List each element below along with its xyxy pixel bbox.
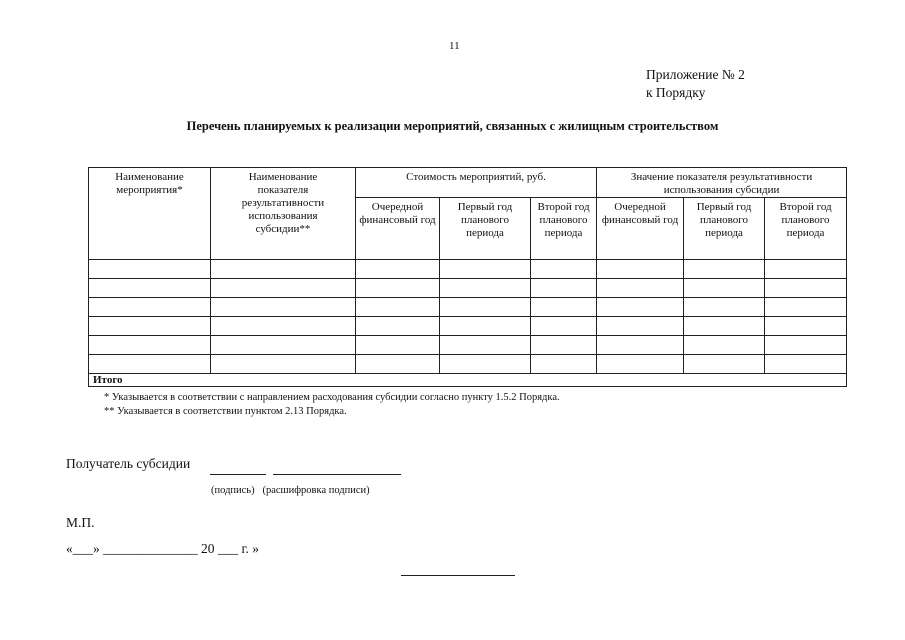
appendix-reference [646,66,745,102]
appendix-line-2: к Порядку [646,85,706,100]
header-cost-year2: Первый год планового периода [440,198,531,260]
stamp-label: М.П. [66,515,95,530]
footnote-1: * Указывается в соответствии с направлением расходования субсидии согласно пункту 1.5.2 Порядка. [104,392,560,403]
appendix-line-1: Приложение № 2 [646,67,745,82]
footnote-2: ** Указывается в соответствии пунктом 2.13 Порядка. [104,406,347,417]
page-number: 11 [449,40,460,52]
signature-captions [211,485,370,496]
table-row [89,336,847,355]
signature-decoding-line [273,474,401,475]
header-value-year1: Очередной финансовый год [597,198,684,260]
header-value-year3: Второй год планового периода [765,198,847,260]
table-row [89,279,847,298]
table-row [89,317,847,336]
footnotes [104,391,560,419]
date-line: «___» ______________ 20 ___ г. » [66,541,260,556]
total-label: Итого [89,374,847,387]
table-row [89,260,847,279]
bottom-line [401,575,515,576]
signature-caption: (подпись) [211,485,255,496]
header-cost-group: Стоимость мероприятий, руб. [356,168,597,198]
signature-line [210,474,266,475]
header-indicator-value-group: Значение показателя результативности использования субсидии [597,168,847,198]
header-cost-year3: Второй год планового периода [531,198,597,260]
header-event-name: Наименование мероприятия* [89,168,211,260]
document-title: Перечень планируемых к реализации мероприятий, связанных с жилищным строительством [186,119,719,133]
header-cost-year1: Очередной финансовый год [356,198,440,260]
events-table [88,167,847,387]
header-indicator-name: Наименование показателя результативности использования субсидии** [211,168,356,260]
recipient-label: Получатель субсидии [66,456,191,471]
table-row [89,298,847,317]
header-value-year2: Первый год планового периода [684,198,765,260]
table-row [89,355,847,374]
total-row [89,374,847,387]
decoding-caption: (расшифровка подписи) [262,485,370,496]
